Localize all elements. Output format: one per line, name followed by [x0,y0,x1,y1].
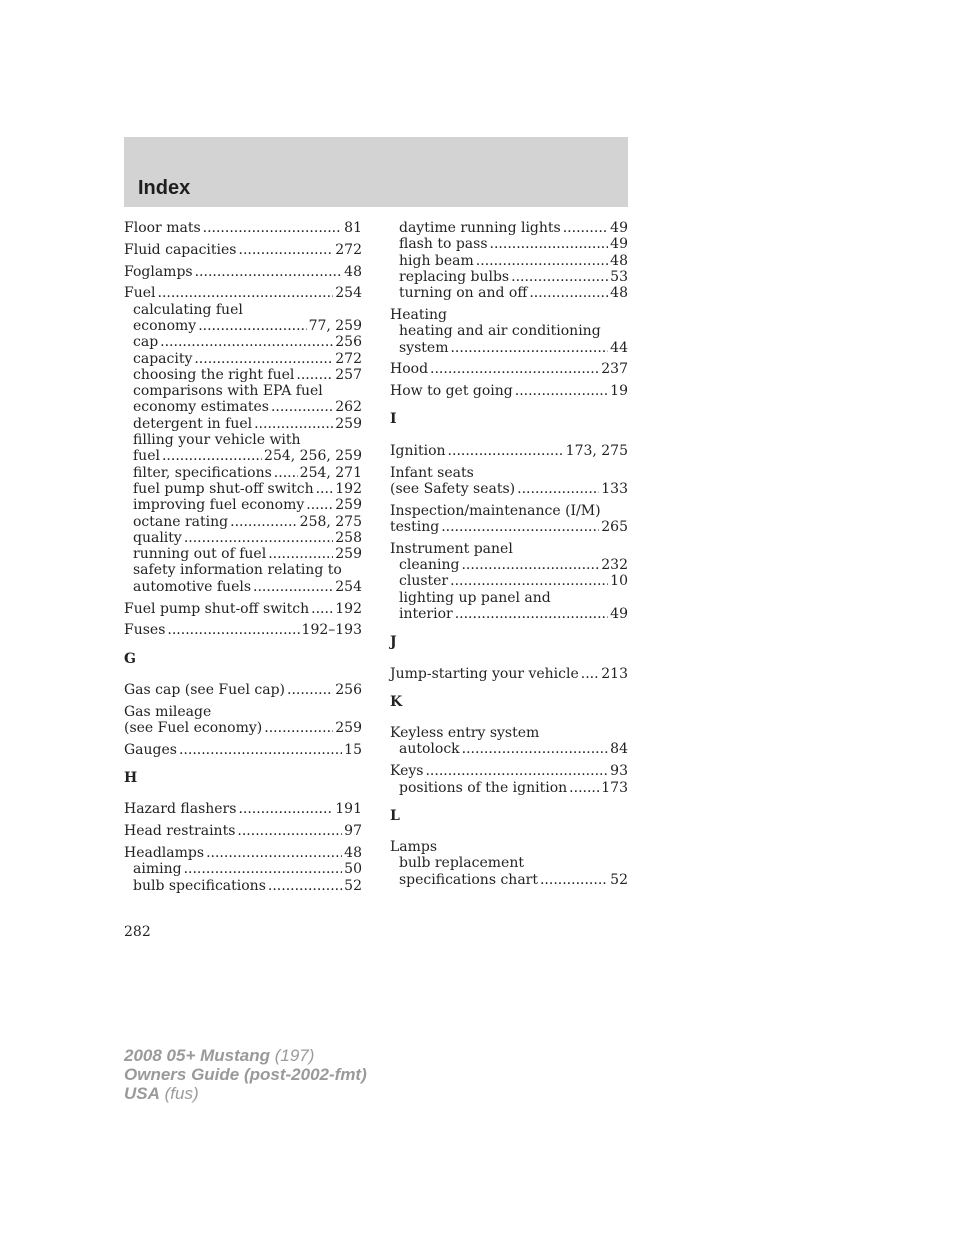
page-ref: 93 [610,763,628,780]
index-subentry-line [390,323,628,339]
entry-text: detergent in fuel [133,415,253,432]
entry-text: Head restraints [124,823,236,840]
entry-text: Jump-starting your vehicle [390,665,579,682]
index-entry [124,801,362,817]
page-ref: 254, 256, 259 [264,448,362,465]
section-letter: K [390,693,403,710]
entry-text: economy [133,317,197,334]
dot-leader [167,622,299,638]
dot-leader [194,351,333,367]
dot-leader [455,606,608,622]
index-entry-line [390,307,628,323]
entry-text: autolock [399,741,460,758]
index-entry-line [390,361,628,377]
page-ref: 49 [610,220,628,236]
entry-text: testing [390,518,440,535]
index-subentry-line [124,579,362,595]
entry-text: Hood [390,361,429,378]
page-ref: 52 [610,871,628,888]
entry-text: Lamps [390,839,438,856]
page-ref: 254 [335,578,362,595]
entry-text: quality [133,529,182,546]
dot-leader [441,519,599,535]
index-subentry-line [124,448,362,464]
index-subentry-line [124,432,362,448]
entry-text: high beam [399,252,474,269]
page-number: 282 [124,924,151,940]
dot-leader [461,557,599,573]
entry-text: filling your vehicle with [133,432,301,449]
entry-text: Instrument panel [390,540,513,557]
dot-leader [254,416,333,432]
entry-text: flash to pass [399,236,488,253]
entry-text: interior [399,605,453,622]
dot-leader [198,318,306,334]
dot-leader [195,264,343,280]
entry-text: Fuel [124,285,156,302]
dot-leader [184,861,343,877]
dot-leader [287,682,333,698]
entry-text: Headlamps [124,845,205,861]
dot-leader [476,253,608,269]
page-ref: 173 [601,779,628,796]
entry-text: system [399,339,449,356]
dot-leader [253,579,333,595]
entry-text: capacity [133,350,193,367]
entry-text: replacing bulbs [399,268,510,285]
entry-text: specifications chart [399,871,538,888]
dot-leader [162,448,262,464]
index-entry-line [390,541,628,557]
dot-leader [540,872,608,888]
index-subentry-line [124,514,362,530]
footer-line-1 [124,1046,367,1065]
entry-text: bulb replacement [399,855,524,872]
index-entry-line [390,383,628,399]
page-ref: 254, 271 [299,464,362,481]
dot-leader [184,530,333,546]
page-ref: 50 [344,861,362,878]
dot-leader [158,285,334,301]
index-subentry-line [124,530,362,546]
index-entry-line [124,264,362,280]
footer-line-2 [124,1065,367,1084]
index-subentry-line [124,318,362,334]
index-subentry-line [124,497,362,513]
page-ref: 265 [601,518,628,535]
entry-text: Hazard flashers [124,801,237,818]
page-ref: 192 [335,600,362,617]
entry-text: Keyless entry system [390,725,540,742]
index-entry [124,264,362,280]
page-ref: 49 [610,605,628,622]
footer [124,1046,367,1103]
page-ref: 272 [335,241,362,258]
entry-text: Foglamps [124,263,193,280]
index-subentry-line [390,606,628,622]
index-entry-line [124,801,362,817]
page-ref: 48 [344,845,362,861]
index-entry [390,503,628,536]
index-subentry-line [124,351,362,367]
dot-leader [264,720,333,736]
entry-text: How to get going [390,383,513,400]
dot-leader [450,573,608,589]
page-ref: 272 [335,350,362,367]
index-subentry-line [390,557,628,573]
page-ref: 257 [335,366,362,383]
dot-leader [563,220,608,236]
entry-text: comparisons with EPA fuel [133,383,323,400]
index-entry [390,839,628,888]
index-entry-line [390,725,628,741]
page-ref: 81 [344,220,362,236]
index-entry-line [390,465,628,481]
index-entry [124,220,362,236]
index-subentry-line [390,872,628,888]
page-ref: 97 [344,823,362,840]
dot-leader [271,399,333,415]
index-subentry-line [390,269,628,285]
index-entry [124,704,362,737]
index-entry-line [390,503,628,519]
entry-text: Infant seats [390,464,474,481]
index-entry [390,666,628,682]
page-ref: 192 [335,480,362,497]
index-entry-line [124,220,362,236]
index-subentry-line [124,383,362,399]
page-ref: 77, 259 [308,317,362,334]
page-ref: 258, 275 [299,513,362,530]
entry-text: Inspection/maintenance (I/M) [390,502,601,519]
index-entry-line [124,285,362,301]
entry-text: Gas cap (see Fuel cap) [124,681,285,698]
entry-text: economy estimates [133,399,269,416]
index-entry-line [390,519,628,535]
index-entry-line [390,839,628,855]
section-letter: G [124,650,136,667]
page-ref: 133 [601,480,628,497]
page-ref: 44 [610,339,628,356]
entry-text: cleaning [399,557,460,574]
entry-text: Ignition [390,442,446,459]
dot-leader [179,742,342,758]
dot-leader [316,481,334,497]
index-subentry-line [390,220,628,236]
index-entry-line [124,601,362,617]
dot-leader [160,334,333,350]
page-ref: 262 [335,399,362,416]
index-entry [124,682,362,698]
entry-text: fuel [133,448,160,465]
index-entry [390,465,628,498]
index-subentry-line [390,741,628,757]
index-entry-line [390,481,628,497]
index-entry [124,622,362,638]
page-ref: 258 [335,529,362,546]
index-entry [124,601,362,617]
index-entry-line [124,845,362,861]
page-ref: 259 [335,546,362,563]
index-subentry-line [124,481,362,497]
dot-leader [239,242,334,258]
entry-text: octane rating [133,513,229,530]
dot-leader [581,666,599,682]
section-letter: J [390,634,397,651]
index-entry-line [124,704,362,720]
dot-leader [238,801,333,817]
entry-text: Gauges [124,741,177,758]
dot-leader [206,845,342,861]
entry-text: cluster [399,573,449,590]
entry-text: safety information relating to [133,562,342,579]
dot-leader [296,367,333,383]
footer-market-code: (fus) [164,1084,199,1103]
footer-model: 2008 05+ Mustang [124,1046,270,1065]
dot-leader [268,878,342,894]
index-subentry-line [124,334,362,350]
page-ref: 48 [344,263,362,280]
entry-text: daytime running lights [399,220,561,236]
index-entry [390,541,628,622]
index-entry-line [390,666,628,682]
dot-leader [450,340,608,356]
page-ref: 19 [610,383,628,400]
index-entry-line [124,622,362,638]
page-title: Index [138,177,191,199]
dot-leader [237,823,342,839]
index-subentry-line [124,546,362,562]
header-band [124,137,628,207]
page-ref: 259 [335,720,362,737]
entry-text: cap [133,334,159,351]
footer-model-code: (197) [274,1046,315,1065]
index-entry [390,763,628,796]
entry-text: (see Fuel economy) [124,720,263,737]
page-ref: 84 [610,741,628,758]
index-subentry-line [390,573,628,589]
section-letter: H [124,770,138,787]
dot-leader [425,763,608,779]
index-entry-line [124,720,362,736]
page-ref: 15 [344,741,362,758]
page-ref: 52 [344,877,362,894]
index-entry-line [124,742,362,758]
dot-leader [529,285,608,301]
index-subentry-line [124,367,362,383]
entry-text: choosing the right fuel [133,366,295,383]
entry-text: Fuses [124,622,166,639]
index-subentry-line [390,253,628,269]
index-entry [124,742,362,758]
dot-leader [274,465,298,481]
footer-market: USA [124,1084,160,1103]
index-subentry-line [124,465,362,481]
page-ref: 48 [610,252,628,269]
index-column-left [124,220,362,899]
entry-text: heating and air conditioning [399,323,601,340]
page-ref: 256 [335,681,362,698]
page-ref: 259 [335,415,362,432]
index-subentry-line [124,416,362,432]
page-ref: 256 [335,334,362,351]
footer-guide: Owners Guide (post-2002-fmt) [124,1065,367,1084]
index-subentry-line [124,562,362,578]
index-subentry-line [390,285,628,301]
index-subentry-line [124,861,362,877]
entry-text: aiming [133,861,182,878]
entry-text: Floor mats [124,220,201,236]
entry-text: Fluid capacities [124,241,237,258]
entry-text: Keys [390,763,424,780]
index-entry-line [124,242,362,258]
entry-text: automotive fuels [133,578,252,595]
entry-text: positions of the ignition [399,779,568,796]
index-entry [390,220,628,301]
dot-leader [511,269,608,285]
index-subentry-line [390,855,628,871]
entry-text: Heating [390,306,447,323]
dot-leader [203,220,343,236]
index-subentry-line [124,878,362,894]
dot-leader [448,443,564,459]
entry-text: Fuel pump shut-off switch [124,600,310,617]
dot-leader [430,361,599,377]
index-entry [124,845,362,894]
entry-text: lighting up panel and [399,589,551,606]
page-ref: 53 [610,268,628,285]
page-ref: 237 [601,361,628,378]
dot-leader [230,514,298,530]
dot-leader [306,497,333,513]
page-ref: 49 [610,236,628,253]
dot-leader [268,546,333,562]
index-entry [124,285,362,595]
index-subentry-line [124,399,362,415]
dot-leader [462,741,609,757]
index-subentry-line [390,780,628,796]
index-entry [390,383,628,399]
index-entry [124,823,362,839]
index-subentry-line [390,590,628,606]
page-ref: 232 [601,557,628,574]
entry-text: Gas mileage [124,703,212,720]
entry-text: fuel pump shut-off switch [133,480,314,497]
entry-text: bulb specifications [133,877,266,894]
page-ref: 48 [610,285,628,302]
dot-leader [490,236,609,252]
index-entry [124,242,362,258]
entry-text: calculating fuel [133,301,243,318]
index-entry-line [390,443,628,459]
entry-text: running out of fuel [133,546,267,563]
dot-leader [517,481,599,497]
footer-line-3 [124,1084,367,1103]
index-entry-line [124,682,362,698]
index-subentry-line [390,236,628,252]
page-ref: 10 [610,573,628,590]
page-ref: 192–193 [301,622,362,639]
index-subentry-line [124,302,362,318]
index-entry [390,443,628,459]
section-letter: L [390,807,400,824]
entry-text: turning on and off [399,285,528,302]
page-ref: 254 [335,285,362,302]
entry-text: (see Safety seats) [390,480,516,497]
entry-text: improving fuel economy [133,497,305,514]
page-ref: 259 [335,497,362,514]
index-column-right [390,220,628,894]
index-entry [390,361,628,377]
page-ref: 191 [335,801,362,818]
index-subentry-line [390,340,628,356]
dot-leader [515,383,608,399]
index-entry [390,725,628,758]
page-ref: 173, 275 [565,442,628,459]
dot-leader [569,780,599,796]
index-entry [390,307,628,356]
index-entry-line [124,823,362,839]
section-letter: I [390,411,397,428]
index-entry-line [390,763,628,779]
page-ref: 213 [601,665,628,682]
dot-leader [311,601,333,617]
entry-text: filter, specifications [133,464,272,481]
